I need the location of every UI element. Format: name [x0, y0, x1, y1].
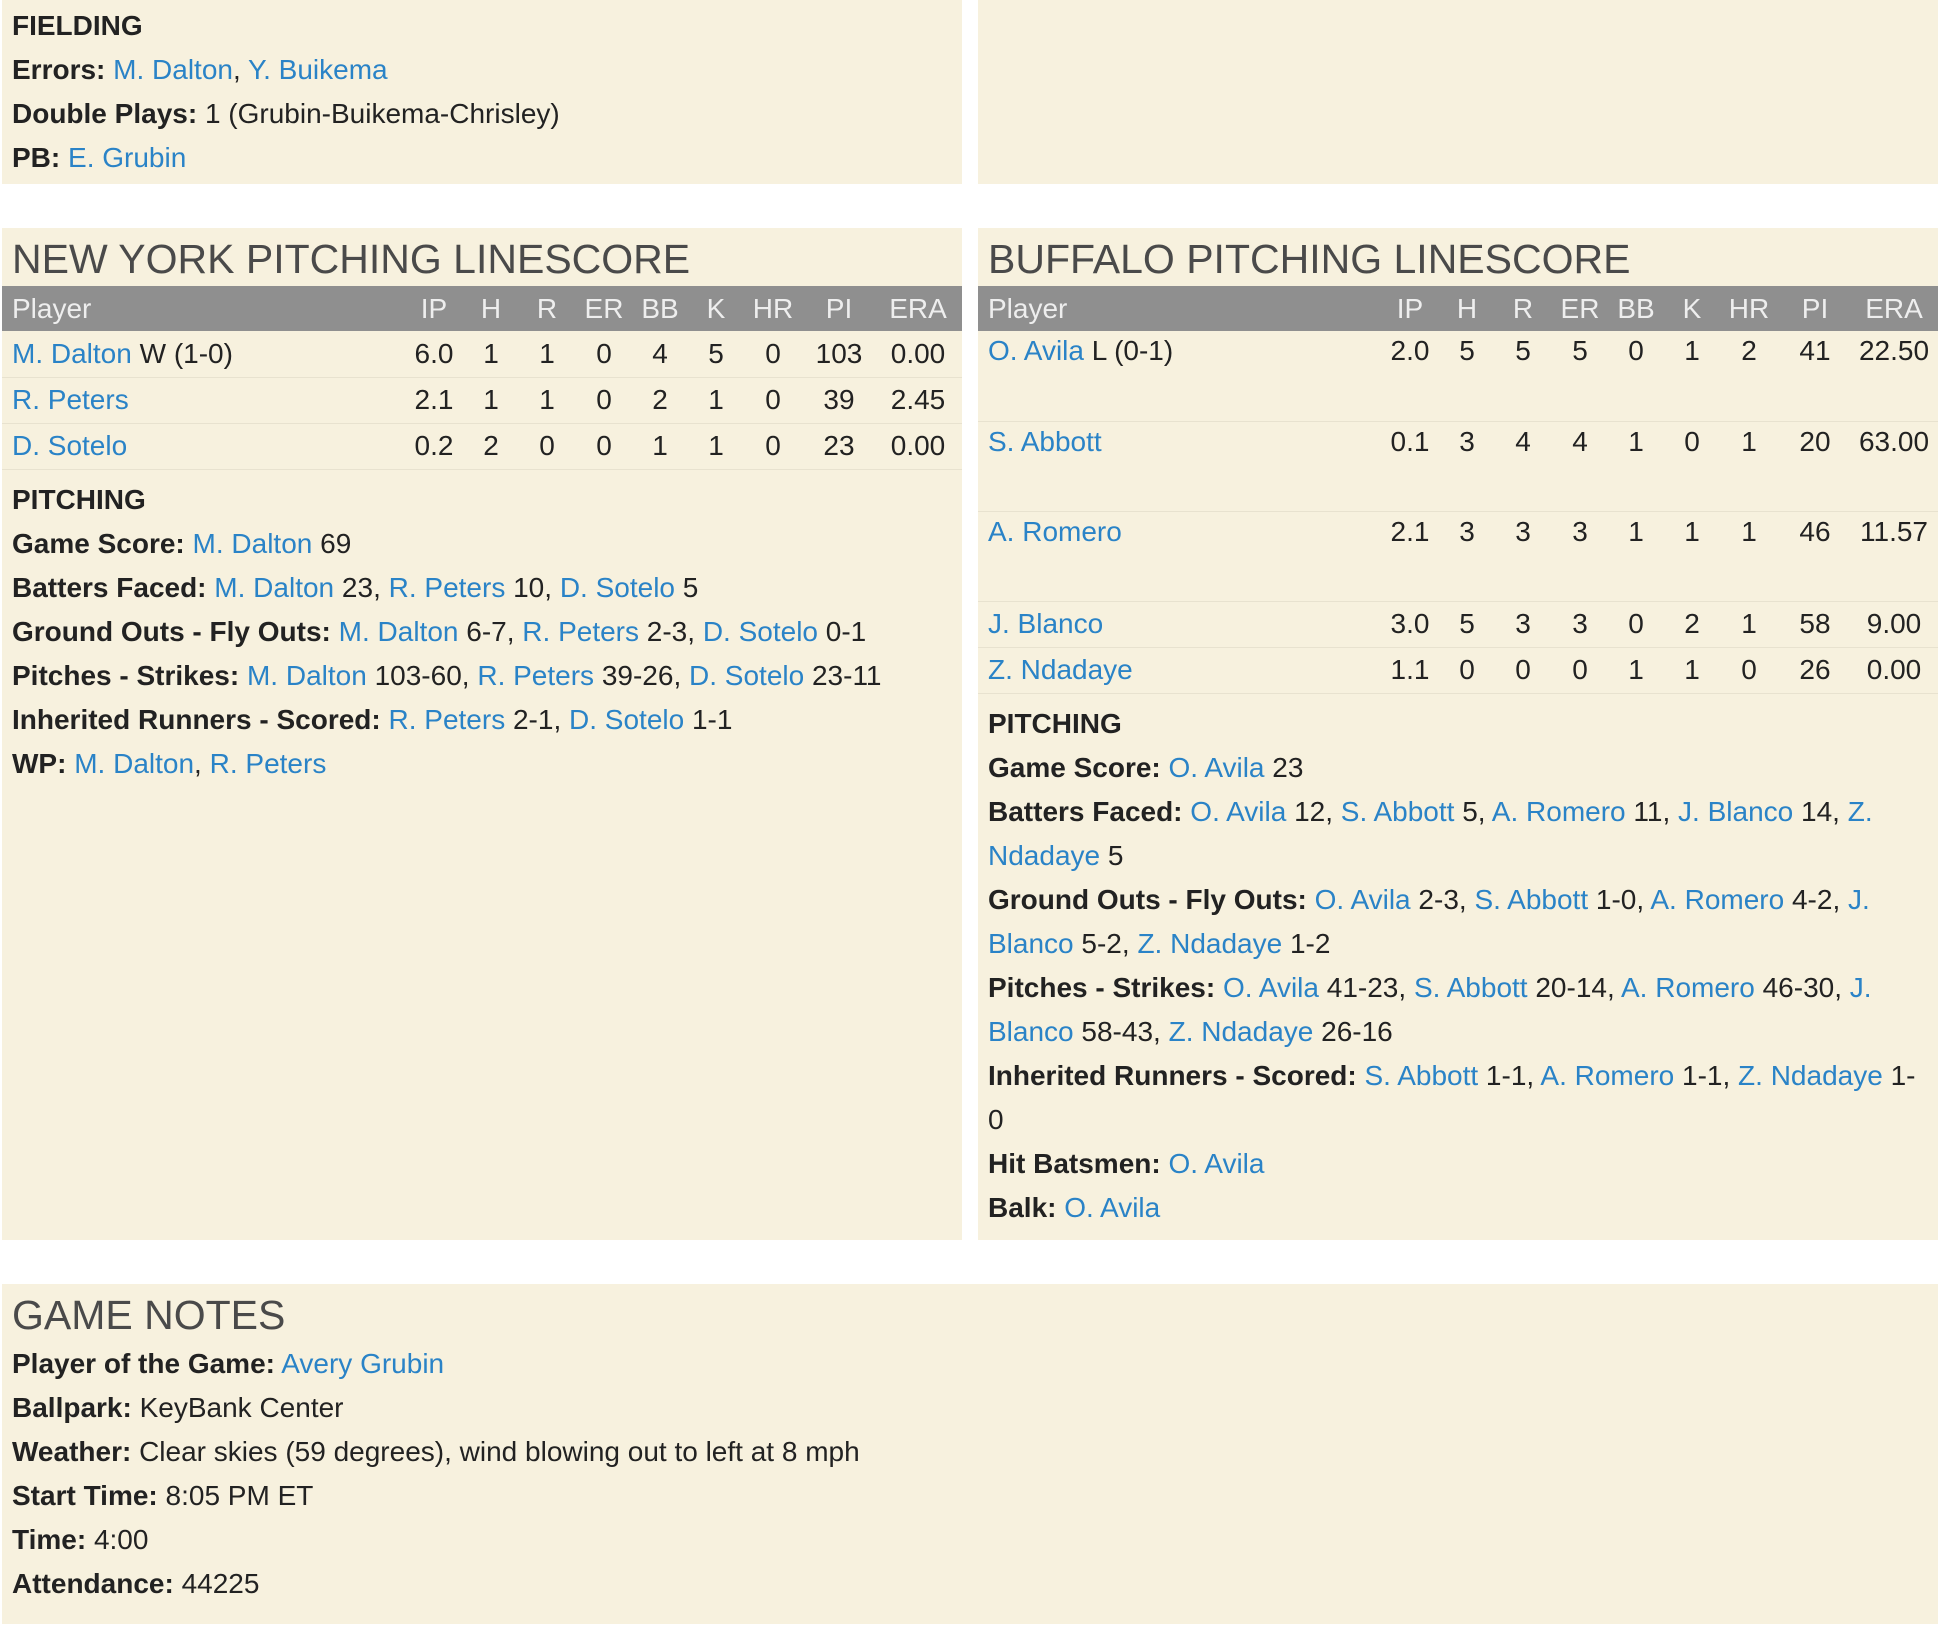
col-header[interactable]: IP [402, 286, 466, 331]
game-score-line: Game Score: M. Dalton 69 [12, 527, 352, 559]
player-link[interactable]: J. Blanco [988, 971, 1872, 1047]
player-link[interactable]: S. Abbott [1364, 1059, 1479, 1091]
player-link[interactable]: D. Sotelo [569, 703, 685, 735]
buf-pitching-subtitle: PITCHING [988, 707, 1122, 739]
stat-cell: 0 [578, 377, 630, 423]
game-notes-panel [2, 1284, 1938, 1624]
player-link[interactable]: S. Abbott [1340, 795, 1455, 827]
table-row [978, 421, 1938, 511]
game-notes-title: GAME NOTES [12, 1292, 286, 1338]
player-link[interactable]: Y. Buikema [248, 54, 388, 85]
player-cell [978, 421, 1378, 511]
stat-cell: 39 [804, 377, 874, 423]
stat-cell: 0.2 [402, 423, 466, 469]
player-link[interactable]: M. Dalton [246, 659, 367, 691]
stat-cell: 2.1 [402, 377, 466, 423]
table-row [2, 377, 962, 423]
col-header[interactable]: H [1442, 286, 1492, 331]
stat-cell: 11.57 [1850, 511, 1938, 601]
player-link[interactable]: Z. Ndadaye [1738, 1059, 1883, 1091]
player-link[interactable]: D. Sotelo [12, 430, 128, 461]
player-link[interactable]: J. Blanco [988, 883, 1870, 959]
player-link[interactable]: M. Dalton [113, 54, 233, 85]
player-link[interactable]: A. Romero [1491, 795, 1626, 827]
stat-cell: 2 [466, 423, 516, 469]
player-link[interactable]: J. Blanco [988, 608, 1104, 639]
player-link[interactable]: O. Avila [988, 335, 1084, 366]
fielding-title: FIELDING [12, 10, 143, 41]
potg-line: Player of the Game: Avery Grubin [12, 1348, 445, 1379]
player-link[interactable]: M. Dalton [74, 747, 195, 779]
ny-pitching-title: NEW YORK PITCHING LINESCORE [12, 236, 691, 282]
table-header [2, 286, 962, 331]
stat-cell: 26 [1780, 647, 1850, 693]
stat-cell: 1 [1606, 511, 1666, 601]
table-row [978, 331, 1938, 421]
stat-cell: 0 [578, 331, 630, 377]
stat-cell: 0 [1606, 601, 1666, 647]
empty-panel [978, 0, 1938, 184]
ballpark-line: Ballpark: KeyBank Center [12, 1392, 344, 1423]
player-link[interactable]: R. Peters [388, 703, 506, 735]
stat-cell: 9.00 [1850, 601, 1938, 647]
stat-cell: 0.1 [1378, 421, 1442, 511]
player-link[interactable]: M. Dalton [12, 337, 132, 369]
col-header[interactable]: H [466, 286, 516, 331]
stat-cell: 58 [1780, 601, 1850, 647]
stat-cell: 1 [466, 331, 516, 377]
player-link[interactable]: O. Avila [1168, 751, 1265, 783]
stat-cell: 0.00 [874, 331, 962, 377]
stat-cell: 3 [1442, 421, 1492, 511]
ny-pitching-panel [2, 228, 962, 1240]
stat-cell: 3 [1492, 511, 1554, 601]
stat-cell: 1 [690, 423, 742, 469]
stat-cell: 5 [1554, 331, 1606, 421]
double-plays-line: Double Plays: 1 (Grubin-Buikema-Chrisley) [12, 98, 560, 129]
stat-cell: 1 [690, 377, 742, 423]
decision-text: L (0-1) [1091, 335, 1174, 366]
wp-line: WP: M. Dalton, R. Peters [12, 747, 327, 779]
go-fo-line: Ground Outs - Fly Outs: M. Dalton 6-7, R. Peters 2-3, D. Sotelo 0-1 [12, 615, 867, 647]
stat-cell: 0 [1442, 647, 1492, 693]
player-cell [978, 647, 1378, 693]
errors-line: Errors: M. Dalton, Y. Buikema [12, 54, 388, 85]
player-cell [978, 511, 1378, 601]
player-link[interactable]: J. Blanco [1678, 795, 1794, 827]
stat-cell: 5 [1492, 331, 1554, 421]
col-header[interactable]: K [1666, 286, 1718, 331]
stat-cell: 1 [1666, 511, 1718, 601]
player-link[interactable]: Z. Ndadaye [988, 654, 1133, 685]
stat-cell: 5 [1442, 601, 1492, 647]
pb-line: PB: E. Grubin [12, 142, 187, 173]
fielding-panel [2, 0, 962, 184]
stat-cell: 0 [742, 423, 804, 469]
player-link[interactable]: D. Sotelo [559, 571, 675, 603]
stat-cell: 103 [804, 331, 874, 377]
player-cell [2, 331, 402, 377]
col-header[interactable]: HR [1718, 286, 1780, 331]
stat-cell: 0 [1718, 647, 1780, 693]
player-link[interactable]: Z. Ndadaye [988, 795, 1873, 871]
player-link[interactable]: A. Romero [988, 515, 1122, 547]
stat-cell: 0.00 [1850, 647, 1938, 693]
pitches-line: Pitches - Strikes: O. Avila 41-23, S. Abbott 20-14, A. Romero 46-30, J. Blanco 58-43, Z. Ndadaye 26-16 [988, 971, 1872, 1047]
col-header[interactable]: ER [1554, 286, 1606, 331]
col-header[interactable]: ERA [874, 286, 962, 331]
stat-cell: 2.45 [874, 377, 962, 423]
stat-cell: 23 [804, 423, 874, 469]
col-header[interactable]: K [690, 286, 742, 331]
player-link[interactable]: E. Grubin [68, 142, 187, 173]
ny-pitching-table [2, 286, 962, 470]
stat-cell: 2.1 [1378, 511, 1442, 601]
inherited-line: Inherited Runners - Scored: R. Peters 2-1, D. Sotelo 1-1 [12, 703, 733, 735]
stat-cell: 3 [1554, 511, 1606, 601]
inherited-line: Inherited Runners - Scored: S. Abbott 1-1, A. Romero 1-1, Z. Ndadaye 1-0 [988, 1059, 1916, 1135]
player-link[interactable]: Avery Grubin [281, 1348, 445, 1379]
col-header[interactable]: Player [2, 286, 402, 331]
player-link[interactable]: M. Dalton [338, 615, 459, 647]
stat-cell: 2 [630, 377, 690, 423]
player-link[interactable]: D. Sotelo [689, 659, 805, 691]
stat-cell: 1 [516, 377, 578, 423]
player-link[interactable]: M. Dalton [192, 527, 313, 559]
stat-cell: 0.00 [874, 423, 962, 469]
stat-cell: 1 [630, 423, 690, 469]
time-line: Time: 4:00 [12, 1524, 149, 1555]
stat-cell: 3 [1492, 601, 1554, 647]
table-row [978, 647, 1938, 693]
player-cell [2, 377, 402, 423]
player-link[interactable]: O. Avila [1314, 883, 1411, 915]
col-header[interactable]: BB [1606, 286, 1666, 331]
stat-cell: 0 [742, 331, 804, 377]
stat-cell: 1 [1718, 511, 1780, 601]
go-fo-line: Ground Outs - Fly Outs: O. Avila 2-3, S. Abbott 1-0, A. Romero 4-2, J. Blanco 5-2, Z. Ndadaye 1-2 [988, 883, 1870, 959]
player-link[interactable]: R. Peters [477, 659, 595, 691]
player-link[interactable]: A. Romero [1621, 971, 1755, 1003]
stat-cell: 20 [1780, 421, 1850, 511]
stat-cell: 4 [1492, 421, 1554, 511]
balk-line: Balk: O. Avila [988, 1191, 1161, 1223]
player-link[interactable]: S. Abbott [1413, 971, 1528, 1003]
buf-pitching-table [978, 286, 1938, 694]
stat-cell: 5 [1442, 331, 1492, 421]
player-link[interactable]: R. Peters [388, 571, 506, 603]
table-row [978, 511, 1938, 601]
stat-cell: 0 [1666, 421, 1718, 511]
stat-cell: 2 [1718, 331, 1780, 421]
stat-cell: 0 [1492, 647, 1554, 693]
table-row [978, 601, 1938, 647]
stat-cell: 41 [1780, 331, 1850, 421]
player-link[interactable]: O. Avila [1168, 1147, 1265, 1179]
stat-cell: 0 [1606, 331, 1666, 421]
table-row [2, 423, 962, 469]
stat-cell: 0 [742, 377, 804, 423]
hbp-line: Hit Batsmen: O. Avila [988, 1147, 1265, 1179]
stat-cell: 5 [690, 331, 742, 377]
stat-cell: 1 [1718, 601, 1780, 647]
stat-cell: 1 [516, 331, 578, 377]
pitches-line: Pitches - Strikes: M. Dalton 103-60, R. Peters 39-26, D. Sotelo 23-11 [12, 659, 882, 691]
stat-cell: 46 [1780, 511, 1850, 601]
stat-cell: 2 [1666, 601, 1718, 647]
col-header[interactable]: R [1492, 286, 1554, 331]
stat-cell: 63.00 [1850, 421, 1938, 511]
player-link[interactable]: O. Avila [1064, 1191, 1161, 1223]
stat-cell: 0 [516, 423, 578, 469]
stat-cell: 1 [1666, 331, 1718, 421]
player-link[interactable]: A. Romero [1650, 883, 1785, 915]
stat-cell: 3 [1554, 601, 1606, 647]
game-score-line: Game Score: O. Avila 23 [988, 751, 1304, 783]
col-header[interactable]: HR [742, 286, 804, 331]
attendance-line: Attendance: 44225 [12, 1568, 260, 1599]
stat-cell: 4 [630, 331, 690, 377]
stat-cell: 1 [466, 377, 516, 423]
stat-cell: 1.1 [1378, 647, 1442, 693]
player-link[interactable]: R. Peters [209, 747, 327, 779]
player-link[interactable]: M. Dalton [214, 571, 335, 603]
stat-cell: 1 [1606, 647, 1666, 693]
stat-cell: 6.0 [402, 331, 466, 377]
col-header[interactable]: ER [578, 286, 630, 331]
player-cell [978, 601, 1378, 647]
stat-cell: 3 [1442, 511, 1492, 601]
stat-cell: 3.0 [1378, 601, 1442, 647]
col-header[interactable]: R [516, 286, 578, 331]
col-header[interactable]: BB [630, 286, 690, 331]
player-link[interactable]: O. Avila [1222, 971, 1319, 1003]
weather-line: Weather: Clear skies (59 degrees), wind blowing out to left at 8 mph [12, 1436, 860, 1467]
player-link[interactable]: O. Avila [1190, 795, 1287, 827]
decision-text: W (1-0) [139, 337, 233, 369]
player-link[interactable]: R. Peters [522, 615, 639, 647]
player-link[interactable]: R. Peters [12, 384, 129, 415]
player-link[interactable]: Z. Ndadaye [1137, 927, 1283, 959]
batters-faced-line: Batters Faced: O. Avila 12, S. Abbott 5, A. Romero 11, J. Blanco 14, Z. Ndadaye 5 [988, 795, 1873, 871]
stat-cell: 4 [1554, 421, 1606, 511]
buf-pitching-panel [978, 228, 1938, 1240]
buf-pitching-title: BUFFALO PITCHING LINESCORE [988, 236, 1631, 282]
col-header[interactable]: IP [1378, 286, 1442, 331]
ny-pitching-subtitle: PITCHING [12, 483, 146, 515]
stat-cell: 1 [1718, 421, 1780, 511]
col-header[interactable]: PI [1780, 286, 1850, 331]
col-header[interactable]: PI [804, 286, 874, 331]
table-header [978, 286, 1938, 331]
player-cell [978, 331, 1378, 421]
player-link[interactable]: S. Abbott [1474, 883, 1589, 915]
stat-cell: 0 [1554, 647, 1606, 693]
table-row [2, 331, 962, 377]
player-link[interactable]: S. Abbott [988, 425, 1102, 457]
stat-cell: 22.50 [1850, 331, 1938, 421]
start-time-line: Start Time: 8:05 PM ET [12, 1480, 314, 1511]
col-header[interactable]: Player [978, 286, 1378, 331]
player-link[interactable]: D. Sotelo [702, 615, 818, 647]
player-cell [2, 423, 402, 469]
stat-cell: 2.0 [1378, 331, 1442, 421]
stat-cell: 1 [1666, 647, 1718, 693]
batters-faced-line: Batters Faced: M. Dalton 23, R. Peters 10, D. Sotelo 5 [12, 571, 699, 603]
player-link[interactable]: A. Romero [1540, 1059, 1675, 1091]
stat-cell: 0 [578, 423, 630, 469]
stat-cell: 1 [1606, 421, 1666, 511]
player-link[interactable]: Z. Ndadaye [1168, 1015, 1314, 1047]
col-header[interactable]: ERA [1850, 286, 1938, 331]
